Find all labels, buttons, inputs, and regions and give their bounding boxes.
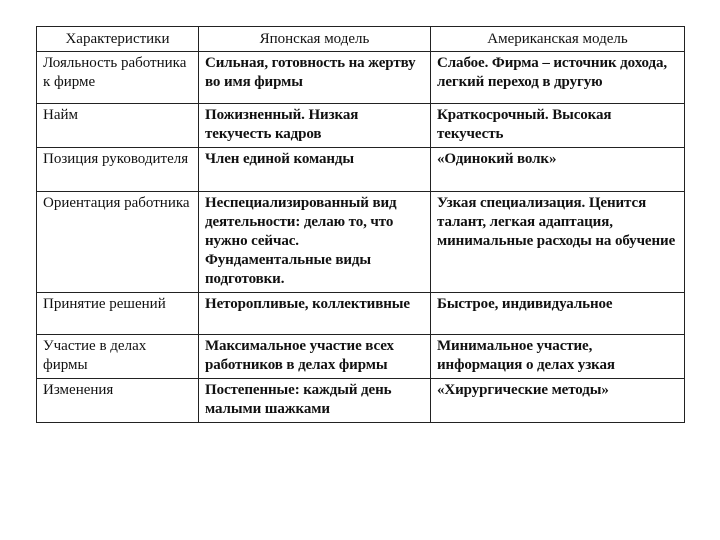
american-cell: Минимальное участие, информация о делах узкая: [431, 335, 685, 379]
american-cell: Слабое. Фирма – источник дохода, легкий переход в другую: [431, 52, 685, 104]
row-label: Ориентация работника: [37, 192, 199, 293]
header-japanese-model: Японская модель: [199, 27, 431, 52]
american-cell: Узкая специализация. Ценится талант, легкая адаптация, минимальные расходы на обучение: [431, 192, 685, 293]
japanese-cell: Максимальное участие всех работников в делах фирмы: [199, 335, 431, 379]
japanese-cell: Сильная, готовность на жертву во имя фирмы: [199, 52, 431, 104]
table-row: [37, 104, 685, 148]
row-label: Найм: [37, 104, 199, 148]
row-label: Принятие решений: [37, 293, 199, 335]
table-row: [37, 148, 685, 192]
header-characteristics: Характеристики: [37, 27, 199, 52]
comparison-table: [36, 26, 685, 423]
header-american-model: Американская модель: [431, 27, 685, 52]
japanese-cell: Пожизненный. Низкая текучесть кадров: [199, 104, 431, 148]
american-cell: «Хирургические методы»: [431, 379, 685, 423]
table-header-row: [37, 27, 685, 52]
row-label: Позиция руководителя: [37, 148, 199, 192]
american-cell: Краткосрочный. Высокая текучесть: [431, 104, 685, 148]
table-row: [37, 335, 685, 379]
table-row: [37, 192, 685, 293]
japanese-cell: Неторопливые, коллективные: [199, 293, 431, 335]
japanese-cell: Постепенные: каждый день малыми шажками: [199, 379, 431, 423]
american-cell: Быстрое, индивидуальное: [431, 293, 685, 335]
japanese-cell: Неспециализированный вид деятельности: делаю то, что нужно сейчас. Фундаментальные виды подготовки.: [199, 192, 431, 293]
table-row: [37, 293, 685, 335]
american-cell: «Одинокий волк»: [431, 148, 685, 192]
table-row: [37, 379, 685, 423]
table-row: [37, 52, 685, 104]
row-label: Участие в делах фирмы: [37, 335, 199, 379]
row-label: Лояльность работника к фирме: [37, 52, 199, 104]
japanese-cell: Член единой команды: [199, 148, 431, 192]
row-label: Изменения: [37, 379, 199, 423]
